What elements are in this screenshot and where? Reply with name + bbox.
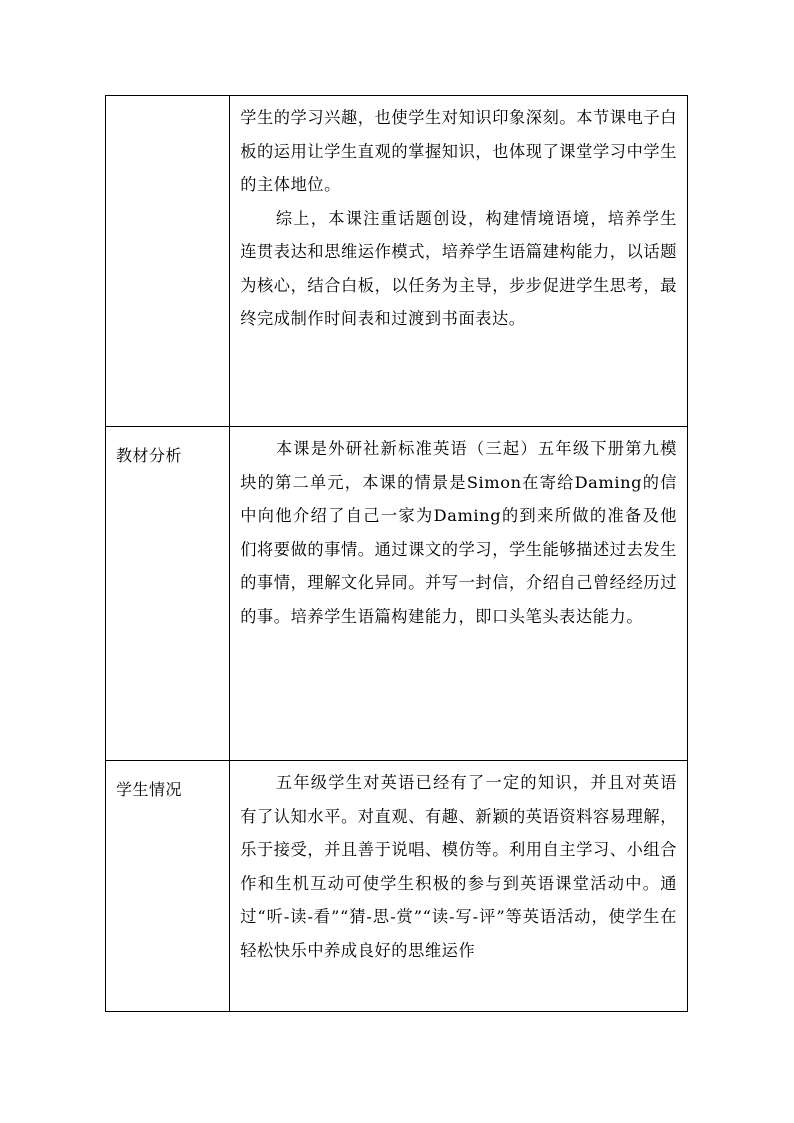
table-row	[106, 761, 688, 1012]
table-row	[106, 96, 688, 427]
lesson-plan-table	[105, 95, 688, 1012]
row-label	[106, 96, 230, 427]
paragraph: 综上，本课注重话题创设，构建情境语境，培养学生连贯表达和思维运作模式，培养学生语篇建构能力，以话题为核心，结合白板，以任务为主导，步步促进学生思考，最终完成制作时间表和过渡到书面表达。	[240, 208, 677, 328]
paragraph: 五年级学生对英语已经有了一定的知识，并且对英语有了认知水平。对直观、有趣、新颖的英语资料容易理解，乐于接受，并且善于说唱、模仿等。利用自主学习、小组合作和生机互动可使学生积极的参与到英语课堂活动中。通过“听-读-看”“猜-思-赏”“读-写-评”等英语活动，使学生在轻松快乐中养成良好的思维运作	[240, 773, 677, 960]
row-label: 教材分析	[106, 427, 230, 761]
paragraph: 本课是外研社新标准英语（三起）五年级下册第九模块的第二单元，本课的情景是Simon在寄给Daming的信中向他介绍了自己一家为Daming的到来所做的准备及他们将要做的事情。通过课文的学习，学生能够描述过去发生的事情，理解文化异同。并写一封信，介绍自己曾经经历过的事。培养学生语篇构建能力，即口头笔头表达能力。	[240, 439, 677, 626]
row-label: 学生情况	[106, 761, 230, 1012]
row-content	[230, 427, 688, 761]
table-row	[106, 427, 688, 761]
row-content	[230, 96, 688, 427]
row-content	[230, 761, 688, 1012]
paragraph: 学生的学习兴趣，也使学生对知识印象深刻。本节课电子白板的运用让学生直观的掌握知识，也体现了课堂学习中学生的主体地位。	[240, 108, 677, 194]
